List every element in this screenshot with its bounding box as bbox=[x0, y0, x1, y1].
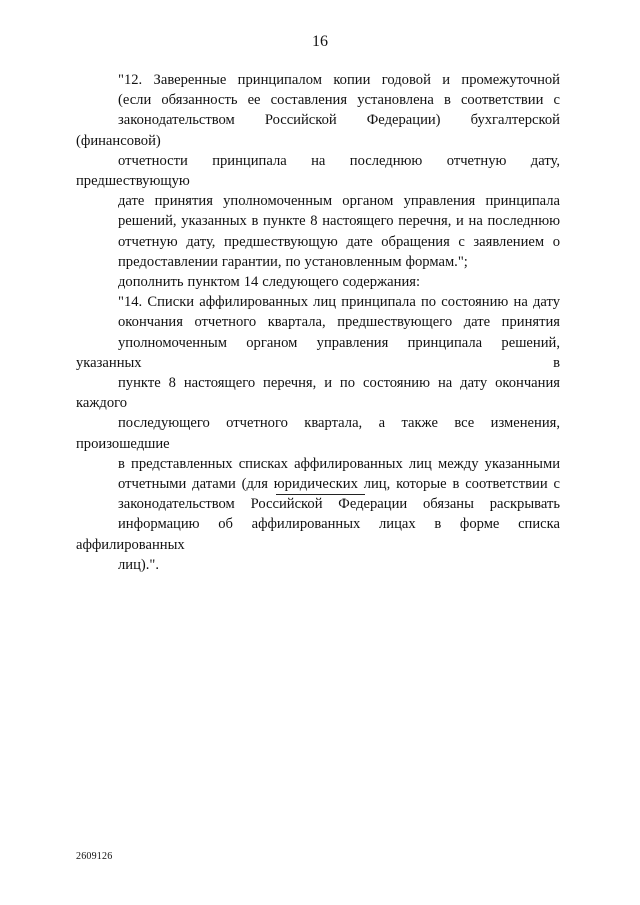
text-line: дополнить пунктом 14 следующего содержания: bbox=[118, 274, 421, 291]
document-code: 2609126 bbox=[76, 851, 113, 862]
text-line: отчетности принципала на последнюю отчетную дату, предшествующую bbox=[76, 152, 560, 190]
text-line: законодательством Российской Федерации) бухгалтерской (финансовой) bbox=[76, 112, 560, 149]
text-line: в представленных списках аффилированных лиц между указанными bbox=[118, 455, 560, 472]
text-line: уполномоченным органом управления принципала решений, указанных в bbox=[76, 334, 560, 371]
page-number: 16 bbox=[312, 33, 328, 50]
paragraph-amendment-intro bbox=[76, 272, 560, 292]
text-line: информацию об аффилированных лицах в форме списка аффилированных bbox=[76, 516, 560, 553]
text-line: (если обязанность ее составления установлена в соответствии с bbox=[118, 92, 560, 109]
text-line: дате принятия уполномоченным органом управления принципала bbox=[118, 193, 560, 210]
paragraph-item-14 bbox=[76, 292, 560, 575]
text-line: "12. Заверенные принципалом копии годовой и промежуточной bbox=[118, 72, 560, 88]
paragraph-item-12 bbox=[76, 70, 560, 272]
text-line: отчетными датами (для юридических лиц, которые в соответствии с bbox=[118, 476, 560, 493]
text-line: окончания отчетного квартала, предшествующего дате принятия bbox=[118, 314, 560, 331]
text-line: пункте 8 настоящего перечня, и по состоянию на дату окончания каждого bbox=[76, 375, 560, 412]
text-line: законодательством Российской Федерации обязаны раскрывать bbox=[118, 496, 560, 513]
text-line: отчетную дату, предшествующую дате обращения с заявлением о bbox=[118, 233, 560, 250]
text-line: решений, указанных в пункте 8 настоящего перечня, и на последнюю bbox=[118, 213, 560, 230]
text-line: предоставлении гарантии, по установленным формам."; bbox=[118, 253, 468, 270]
document-body bbox=[76, 70, 560, 575]
text-line: лиц).". bbox=[118, 556, 160, 573]
separator-line bbox=[276, 494, 365, 495]
text-line: "14. Списки аффилированных лиц принципала по состоянию на дату bbox=[118, 294, 560, 311]
text-line: последующего отчетного квартала, а также все изменения, произошедшие bbox=[76, 415, 560, 452]
